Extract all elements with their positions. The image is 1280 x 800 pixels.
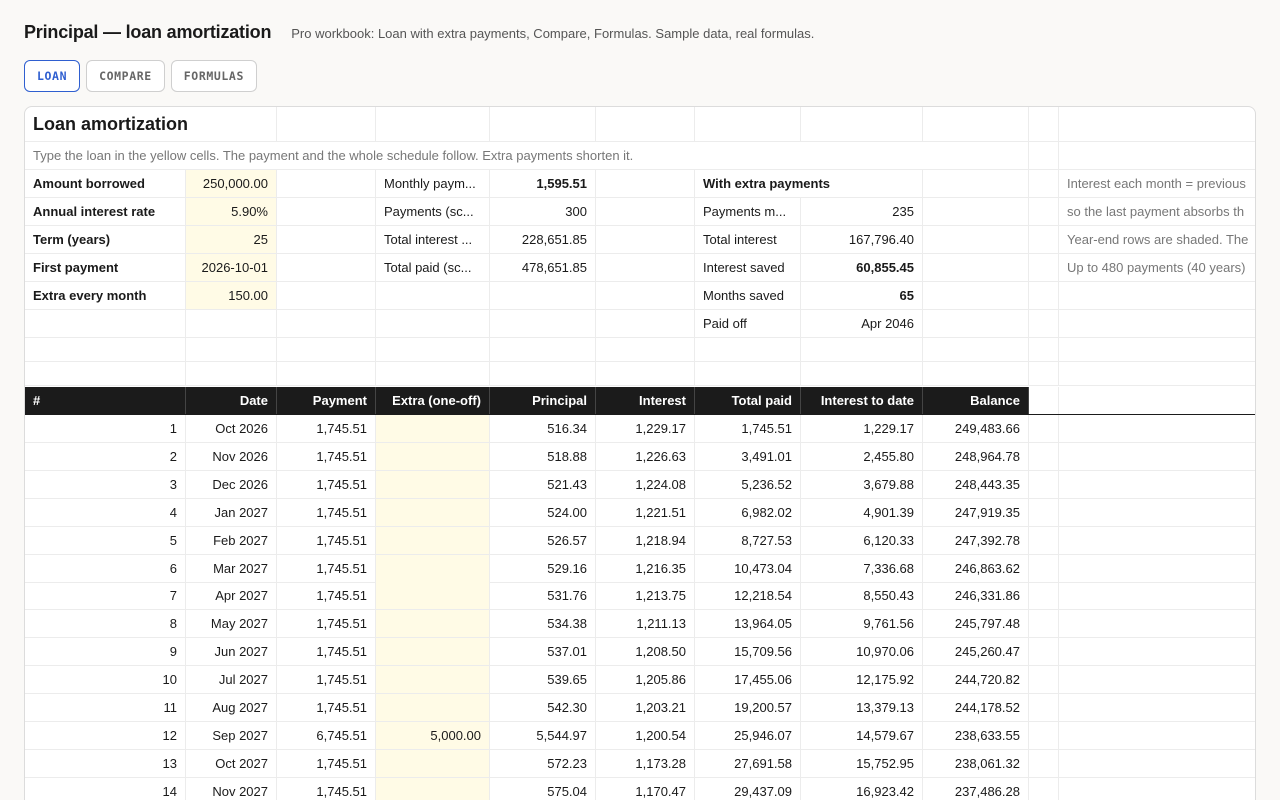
- table-cell: 1,745.51: [277, 527, 376, 554]
- cell: [695, 362, 801, 385]
- cell: [490, 338, 596, 361]
- table-cell: Dec 2026: [186, 471, 277, 498]
- cell: [490, 282, 596, 309]
- table-cell: 3: [25, 471, 186, 498]
- cell: [1059, 750, 1256, 777]
- table-cell: 5: [25, 527, 186, 554]
- cell: [923, 170, 1029, 197]
- cell: [923, 198, 1029, 225]
- table-cell: 13,964.05: [695, 610, 801, 637]
- cell: [376, 338, 490, 361]
- extra-payment-input[interactable]: [376, 471, 490, 498]
- table-cell: 244,720.82: [923, 666, 1029, 693]
- table-cell: 9,761.56: [801, 610, 923, 637]
- cell: [1029, 443, 1059, 470]
- cell: [923, 282, 1029, 309]
- table-cell: 246,331.86: [923, 582, 1029, 609]
- cell: [277, 254, 376, 281]
- table-cell: Sep 2027: [186, 722, 277, 749]
- cell: [376, 282, 490, 309]
- extra-value: 167,796.40: [801, 226, 923, 253]
- extra-label: Payments m...: [695, 198, 801, 225]
- extra-label: Paid off: [695, 310, 801, 337]
- scheduled-label: Monthly paym...: [376, 170, 490, 197]
- cell: [277, 282, 376, 309]
- cell: [1029, 338, 1059, 361]
- table-cell: Jun 2027: [186, 638, 277, 665]
- extra-payment-input[interactable]: [376, 415, 490, 442]
- table-row: [25, 694, 1256, 722]
- cell: [1029, 499, 1059, 526]
- table-cell: 1,170.47: [596, 778, 695, 800]
- table-cell: 534.38: [490, 610, 596, 637]
- column-header[interactable]: #: [25, 387, 186, 414]
- table-row: [25, 555, 1256, 583]
- table-cell: 27,691.58: [695, 750, 801, 777]
- table-cell: 1,218.94: [596, 527, 695, 554]
- table-cell: Apr 2027: [186, 582, 277, 609]
- table-cell: 246,863.62: [923, 555, 1029, 582]
- table-cell: 4,901.39: [801, 499, 923, 526]
- table-cell: 6,120.33: [801, 527, 923, 554]
- cell: [490, 310, 596, 337]
- table-cell: Oct 2027: [186, 750, 277, 777]
- table-cell: 1,745.51: [277, 499, 376, 526]
- cell: [1059, 638, 1256, 665]
- table-cell: 244,178.52: [923, 694, 1029, 721]
- table-row: [25, 443, 1256, 471]
- table-cell: 8: [25, 610, 186, 637]
- table-cell: 4: [25, 499, 186, 526]
- table-row: [25, 666, 1256, 694]
- table-cell: 524.00: [490, 499, 596, 526]
- extra-label: Total interest: [695, 226, 801, 253]
- cell: [1059, 387, 1256, 414]
- page-title: Principal — loan amortization: [24, 22, 272, 42]
- column-header[interactable]: Total paid: [695, 387, 801, 414]
- table-cell: 1,745.51: [277, 778, 376, 800]
- cell: [596, 198, 695, 225]
- cell: [490, 362, 596, 385]
- cell: [1029, 638, 1059, 665]
- extra-label: Interest saved: [695, 254, 801, 281]
- table-cell: 25,946.07: [695, 722, 801, 749]
- table-cell: 1,229.17: [596, 415, 695, 442]
- cell: [1029, 722, 1059, 749]
- table-cell: 1,745.51: [277, 415, 376, 442]
- cell: [277, 170, 376, 197]
- cell: [1059, 527, 1256, 554]
- table-cell: 10,970.06: [801, 638, 923, 665]
- extra-payment-input[interactable]: [376, 555, 490, 582]
- cell: [1059, 310, 1256, 337]
- table-row: [25, 499, 1256, 527]
- table-cell: Feb 2027: [186, 527, 277, 554]
- table-cell: 1,745.51: [277, 666, 376, 693]
- summary-row: [25, 338, 1256, 362]
- input-cell[interactable]: 25: [186, 226, 277, 253]
- cell: [1059, 666, 1256, 693]
- cell: [277, 338, 376, 361]
- table-cell: 247,919.35: [923, 499, 1029, 526]
- table-row: [25, 778, 1256, 800]
- table-cell: 2: [25, 443, 186, 470]
- table-row: [25, 471, 1256, 499]
- cell: [186, 310, 277, 337]
- cell: [1029, 254, 1059, 281]
- table-cell: 529.16: [490, 555, 596, 582]
- table-cell: 531.76: [490, 582, 596, 609]
- table-cell: 238,633.55: [923, 722, 1029, 749]
- table-cell: 15,709.56: [695, 638, 801, 665]
- scheduled-label: Payments (sc...: [376, 198, 490, 225]
- extra-value: 65: [801, 282, 923, 309]
- table-cell: 12,175.92: [801, 666, 923, 693]
- table-cell: 237,486.28: [923, 778, 1029, 800]
- instructions-row: [25, 142, 1256, 170]
- cell: [376, 310, 490, 337]
- table-cell: 1,745.51: [277, 555, 376, 582]
- scheduled-value: 228,651.85: [490, 226, 596, 253]
- input-cell[interactable]: 250,000.00: [186, 170, 277, 197]
- cell: [1059, 471, 1256, 498]
- table-cell: 12: [25, 722, 186, 749]
- summary-row: [25, 254, 1256, 282]
- table-cell: 537.01: [490, 638, 596, 665]
- cell: [186, 338, 277, 361]
- table-row: [25, 750, 1256, 778]
- table-cell: 247,392.78: [923, 527, 1029, 554]
- table-row: [25, 527, 1256, 555]
- extra-payment-input[interactable]: [376, 443, 490, 470]
- cell: [25, 362, 186, 385]
- table-cell: 5,544.97: [490, 722, 596, 749]
- table-cell: 15,752.95: [801, 750, 923, 777]
- note-text: Year-end rows are shaded. The: [1059, 226, 1256, 253]
- cell: [923, 254, 1029, 281]
- cell: [1059, 778, 1256, 800]
- summary-row: [25, 282, 1256, 310]
- cell: [277, 198, 376, 225]
- cell: [1029, 555, 1059, 582]
- table-cell: 1,745.51: [277, 610, 376, 637]
- column-header[interactable]: Date: [186, 387, 277, 414]
- scheduled-label: Total paid (sc...: [376, 254, 490, 281]
- summary-row: [25, 362, 1256, 386]
- cell: [25, 310, 186, 337]
- table-cell: Nov 2026: [186, 443, 277, 470]
- table-cell: 29,437.09: [695, 778, 801, 800]
- table-cell: 12,218.54: [695, 582, 801, 609]
- cell: [923, 338, 1029, 361]
- cell: [596, 362, 695, 385]
- table-cell: 245,797.48: [923, 610, 1029, 637]
- table-cell: Jul 2027: [186, 666, 277, 693]
- tab-compare[interactable]: COMPARE: [86, 60, 165, 92]
- input-cell[interactable]: 150.00: [186, 282, 277, 309]
- table-cell: 1,745.51: [695, 415, 801, 442]
- scheduled-label: Total interest ...: [376, 226, 490, 253]
- cell: [1059, 338, 1256, 361]
- table-row: [25, 610, 1256, 638]
- table-cell: 542.30: [490, 694, 596, 721]
- table-cell: 1,745.51: [277, 471, 376, 498]
- cell: [1059, 499, 1256, 526]
- table-cell: 9: [25, 638, 186, 665]
- table-cell: 5,236.52: [695, 471, 801, 498]
- extra-payment-input[interactable]: [376, 750, 490, 777]
- note-text: Interest each month = previous: [1059, 170, 1256, 197]
- cell: [277, 362, 376, 385]
- cell: [1029, 750, 1059, 777]
- table-cell: 1,203.21: [596, 694, 695, 721]
- cell: [1029, 226, 1059, 253]
- note-text: so the last payment absorbs th: [1059, 198, 1256, 225]
- cell: [277, 310, 376, 337]
- extra-payment-input[interactable]: [376, 610, 490, 637]
- sheet-tabs: [24, 60, 257, 92]
- extra-payment-input[interactable]: [376, 527, 490, 554]
- cell: [1029, 387, 1059, 414]
- column-header[interactable]: Payment: [277, 387, 376, 414]
- cell: [801, 338, 923, 361]
- cell: [1029, 362, 1059, 385]
- column-header[interactable]: Principal: [490, 387, 596, 414]
- input-label: Term (years): [25, 226, 186, 253]
- table-cell: 238,061.32: [923, 750, 1029, 777]
- cell: [596, 254, 695, 281]
- table-cell: 3,491.01: [695, 443, 801, 470]
- table-cell: 13: [25, 750, 186, 777]
- table-cell: 539.65: [490, 666, 596, 693]
- table-cell: 1,216.35: [596, 555, 695, 582]
- input-label: Amount borrowed: [25, 170, 186, 197]
- input-label: Extra every month: [25, 282, 186, 309]
- table-cell: Jan 2027: [186, 499, 277, 526]
- cell: [1029, 666, 1059, 693]
- table-cell: 1: [25, 415, 186, 442]
- table-cell: 7: [25, 582, 186, 609]
- cell: [1029, 694, 1059, 721]
- extra-payment-input[interactable]: [376, 778, 490, 800]
- extra-value: 60,855.45: [801, 254, 923, 281]
- cell: [1029, 471, 1059, 498]
- page-subtitle: Pro workbook: Loan with extra payments, Compare, Formulas. Sample data, real formulas.: [291, 26, 815, 41]
- cell: [596, 310, 695, 337]
- input-label: First payment: [25, 254, 186, 281]
- cell: [801, 362, 923, 385]
- table-cell: 1,745.51: [277, 443, 376, 470]
- table-cell: 11: [25, 694, 186, 721]
- table-cell: 249,483.66: [923, 415, 1029, 442]
- table-cell: 245,260.47: [923, 638, 1029, 665]
- extra-heading: With extra payments: [695, 170, 923, 197]
- table-cell: 14,579.67: [801, 722, 923, 749]
- table-cell: 521.43: [490, 471, 596, 498]
- cell: [1059, 443, 1256, 470]
- cell: [1029, 582, 1059, 609]
- cell: [923, 310, 1029, 337]
- scheduled-value: 300: [490, 198, 596, 225]
- input-cell[interactable]: 5.90%: [186, 198, 277, 225]
- cell: [596, 338, 695, 361]
- cell: [1059, 282, 1256, 309]
- extra-value: 235: [801, 198, 923, 225]
- table-cell: 1,226.63: [596, 443, 695, 470]
- table-cell: 1,745.51: [277, 750, 376, 777]
- cell: [1059, 722, 1256, 749]
- table-cell: 1,745.51: [277, 638, 376, 665]
- cell: [25, 338, 186, 361]
- scheduled-value: 478,651.85: [490, 254, 596, 281]
- cell: [923, 226, 1029, 253]
- table-cell: May 2027: [186, 610, 277, 637]
- cell: [1059, 610, 1256, 637]
- table-cell: Nov 2027: [186, 778, 277, 800]
- column-header[interactable]: Interest: [596, 387, 695, 414]
- table-cell: 1,221.51: [596, 499, 695, 526]
- extra-payment-input[interactable]: [376, 666, 490, 693]
- cell: [376, 362, 490, 385]
- cell: [596, 170, 695, 197]
- table-cell: 10,473.04: [695, 555, 801, 582]
- column-header[interactable]: Balance: [923, 387, 1029, 414]
- scheduled-value: 1,595.51: [490, 170, 596, 197]
- table-cell: 572.23: [490, 750, 596, 777]
- extra-payment-input[interactable]: [376, 694, 490, 721]
- table-cell: Oct 2026: [186, 415, 277, 442]
- instructions-text: Type the loan in the yellow cells. The payment and the whole schedule follow. Extra payments shorten it.: [25, 142, 1029, 169]
- table-cell: 8,727.53: [695, 527, 801, 554]
- table-cell: 16,923.42: [801, 778, 923, 800]
- table-cell: 6,982.02: [695, 499, 801, 526]
- page-header: [24, 22, 814, 43]
- extra-payment-input[interactable]: [376, 582, 490, 609]
- table-row: [25, 582, 1256, 610]
- table-cell: 7,336.68: [801, 555, 923, 582]
- sheet-title: Loan amortization: [33, 114, 189, 134]
- cell: [1059, 555, 1256, 582]
- table-cell: 518.88: [490, 443, 596, 470]
- table-cell: 1,229.17: [801, 415, 923, 442]
- cell: [1029, 170, 1059, 197]
- table-cell: 1,205.86: [596, 666, 695, 693]
- table-cell: 1,208.50: [596, 638, 695, 665]
- tab-formulas[interactable]: FORMULAS: [171, 60, 257, 92]
- note-text: Up to 480 payments (40 years): [1059, 254, 1256, 281]
- table-cell: 3,679.88: [801, 471, 923, 498]
- table-cell: 1,745.51: [277, 694, 376, 721]
- table-cell: 1,224.08: [596, 471, 695, 498]
- cell: [1029, 198, 1059, 225]
- extra-payment-input[interactable]: [376, 638, 490, 665]
- summary-row: [25, 310, 1256, 338]
- table-cell: 14: [25, 778, 186, 800]
- cell: [1029, 282, 1059, 309]
- table-cell: 516.34: [490, 415, 596, 442]
- title-row: [25, 107, 1256, 142]
- table-cell: 1,745.51: [277, 582, 376, 609]
- cell: [1059, 694, 1256, 721]
- table-cell: 8,550.43: [801, 582, 923, 609]
- table-row: [25, 415, 1256, 443]
- cell: [1029, 527, 1059, 554]
- cell: [1059, 415, 1256, 442]
- column-header[interactable]: Extra (one-off): [376, 387, 490, 414]
- cell: [596, 226, 695, 253]
- column-header[interactable]: Interest to date: [801, 387, 923, 414]
- table-cell: 17,455.06: [695, 666, 801, 693]
- summary-row: [25, 198, 1256, 226]
- table-cell: 1,211.13: [596, 610, 695, 637]
- table-cell: 1,200.54: [596, 722, 695, 749]
- table-cell: 2,455.80: [801, 443, 923, 470]
- table-cell: 248,964.78: [923, 443, 1029, 470]
- table-row: [25, 638, 1256, 666]
- extra-payment-input[interactable]: 5,000.00: [376, 722, 490, 749]
- table-cell: 19,200.57: [695, 694, 801, 721]
- table-cell: 575.04: [490, 778, 596, 800]
- table-cell: 526.57: [490, 527, 596, 554]
- table-cell: Mar 2027: [186, 555, 277, 582]
- table-cell: 248,443.35: [923, 471, 1029, 498]
- table-cell: 13,379.13: [801, 694, 923, 721]
- cell: [186, 362, 277, 385]
- cell: [695, 338, 801, 361]
- input-label: Annual interest rate: [25, 198, 186, 225]
- table-cell: 10: [25, 666, 186, 693]
- cell: [596, 282, 695, 309]
- summary-row: [25, 170, 1256, 198]
- summary-row: [25, 226, 1256, 254]
- table-cell: 6,745.51: [277, 722, 376, 749]
- table-header: [25, 387, 1256, 415]
- cell: [1059, 582, 1256, 609]
- table-cell: Aug 2027: [186, 694, 277, 721]
- cell: [1029, 778, 1059, 800]
- cell: [923, 362, 1029, 385]
- cell: [1029, 310, 1059, 337]
- cell: [277, 226, 376, 253]
- extra-value: Apr 2046: [801, 310, 923, 337]
- table-row: [25, 722, 1256, 750]
- input-cell[interactable]: 2026-10-01: [186, 254, 277, 281]
- spreadsheet[interactable]: [24, 106, 1256, 800]
- table-cell: 1,173.28: [596, 750, 695, 777]
- cell: [1029, 610, 1059, 637]
- table-cell: 1,213.75: [596, 582, 695, 609]
- table-cell: 6: [25, 555, 186, 582]
- cell: [1059, 362, 1256, 385]
- extra-label: Months saved: [695, 282, 801, 309]
- extra-payment-input[interactable]: [376, 499, 490, 526]
- cell: [1029, 415, 1059, 442]
- tab-loan[interactable]: LOAN: [24, 60, 80, 92]
